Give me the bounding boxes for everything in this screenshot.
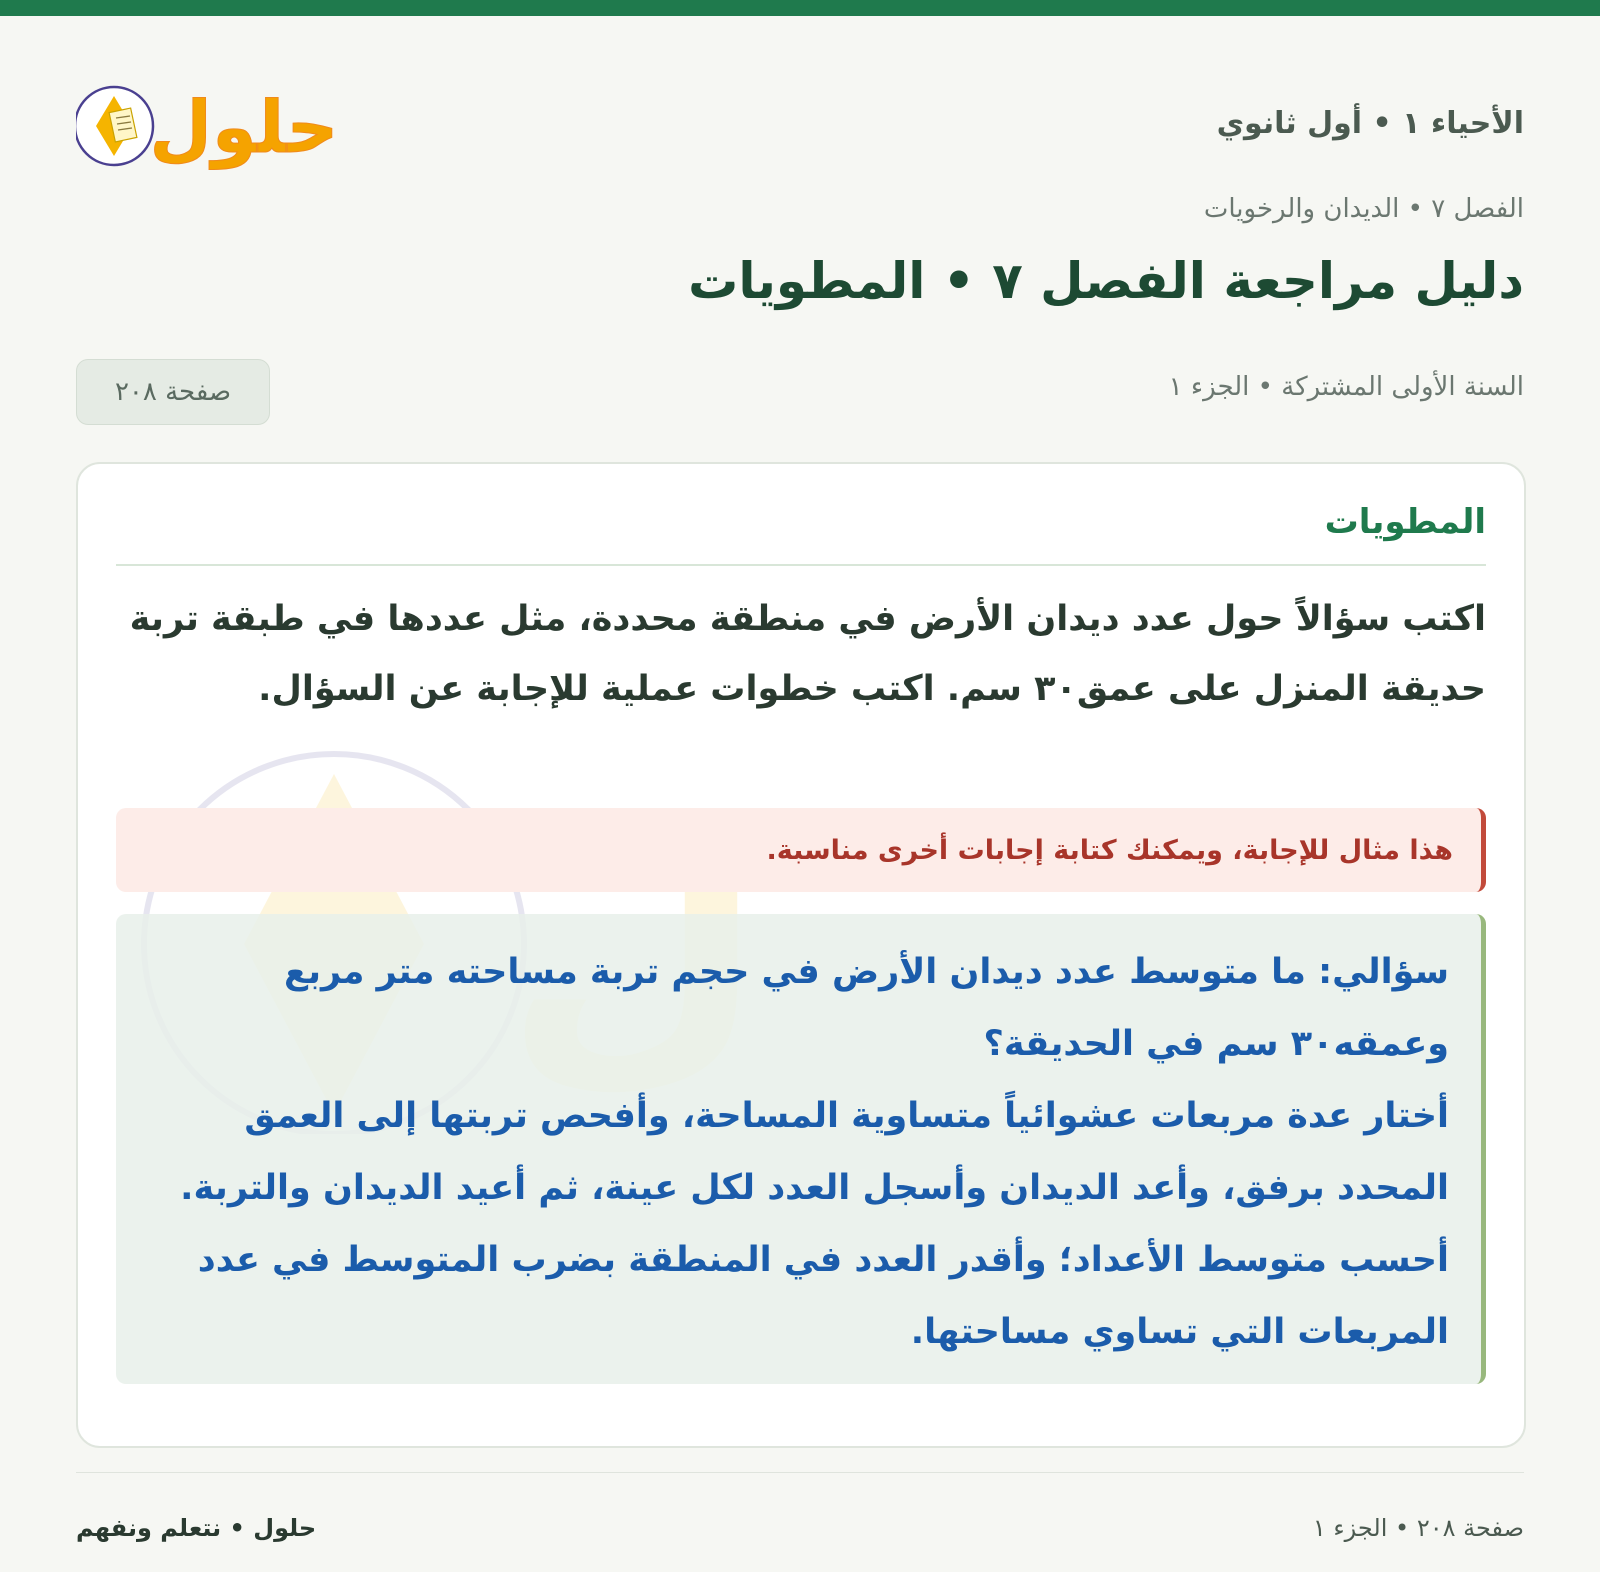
answer-box bbox=[116, 914, 1486, 1384]
answer-question: سؤالي: ما متوسط عدد ديدان الأرض في حجم تربة مساحته متر مربع وعمقه٣٠ سم في الحديقة؟ bbox=[283, 952, 1449, 1064]
top-accent-bar bbox=[0, 0, 1600, 16]
answer-steps: أختار عدة مربعات عشوائياً متساوية المساحة، وأفحص تربتها إلى العمق المحدد برفق، وأعد الديدان وأسجل العدد لكل عينة، ثم أعيد الديدان والتربة. أحسب متوسط الأعداد؛ وأقدر العدد في المنطقة بضرب المتوسط في عدد المربعات التي تساوي مساحتها. bbox=[180, 1096, 1449, 1352]
page-number-badge: صفحة ٢٠٨ bbox=[76, 359, 270, 425]
chapter-label: الفصل ٧ • الديدان والرخويات bbox=[1203, 194, 1524, 224]
section-divider bbox=[116, 564, 1486, 566]
subject-title: الأحياء ١ • أول ثانوي bbox=[1216, 106, 1524, 141]
header bbox=[76, 68, 1524, 178]
answer-note: هذا مثال للإجابة، ويمكنك كتابة إجابات أخرى مناسبة. bbox=[116, 808, 1486, 892]
course-meta: السنة الأولى المشتركة • الجزء ١ bbox=[1168, 372, 1524, 402]
footer-divider bbox=[76, 1472, 1524, 1473]
page bbox=[76, 16, 1524, 1572]
logo-wordmark: حلول bbox=[149, 85, 339, 169]
foldables-card bbox=[76, 462, 1526, 1448]
footer-brand: حلول • نتعلم ونفهم bbox=[76, 1514, 317, 1542]
hulul-logo[interactable] bbox=[76, 68, 346, 178]
question-text: اكتب سؤالاً حول عدد ديدان الأرض في منطقة محددة، مثل عددها في طبقة تربة حديقة المنزل على عمق٣٠ سم. اكتب خطوات عملية للإجابة عن السؤال. bbox=[129, 599, 1486, 709]
footer-page-info: صفحة ٢٠٨ • الجزء ١ bbox=[1312, 1514, 1524, 1542]
section-title: المطويات bbox=[1324, 502, 1486, 542]
page-title: دليل مراجعة الفصل ٧ • المطويات bbox=[688, 252, 1524, 310]
